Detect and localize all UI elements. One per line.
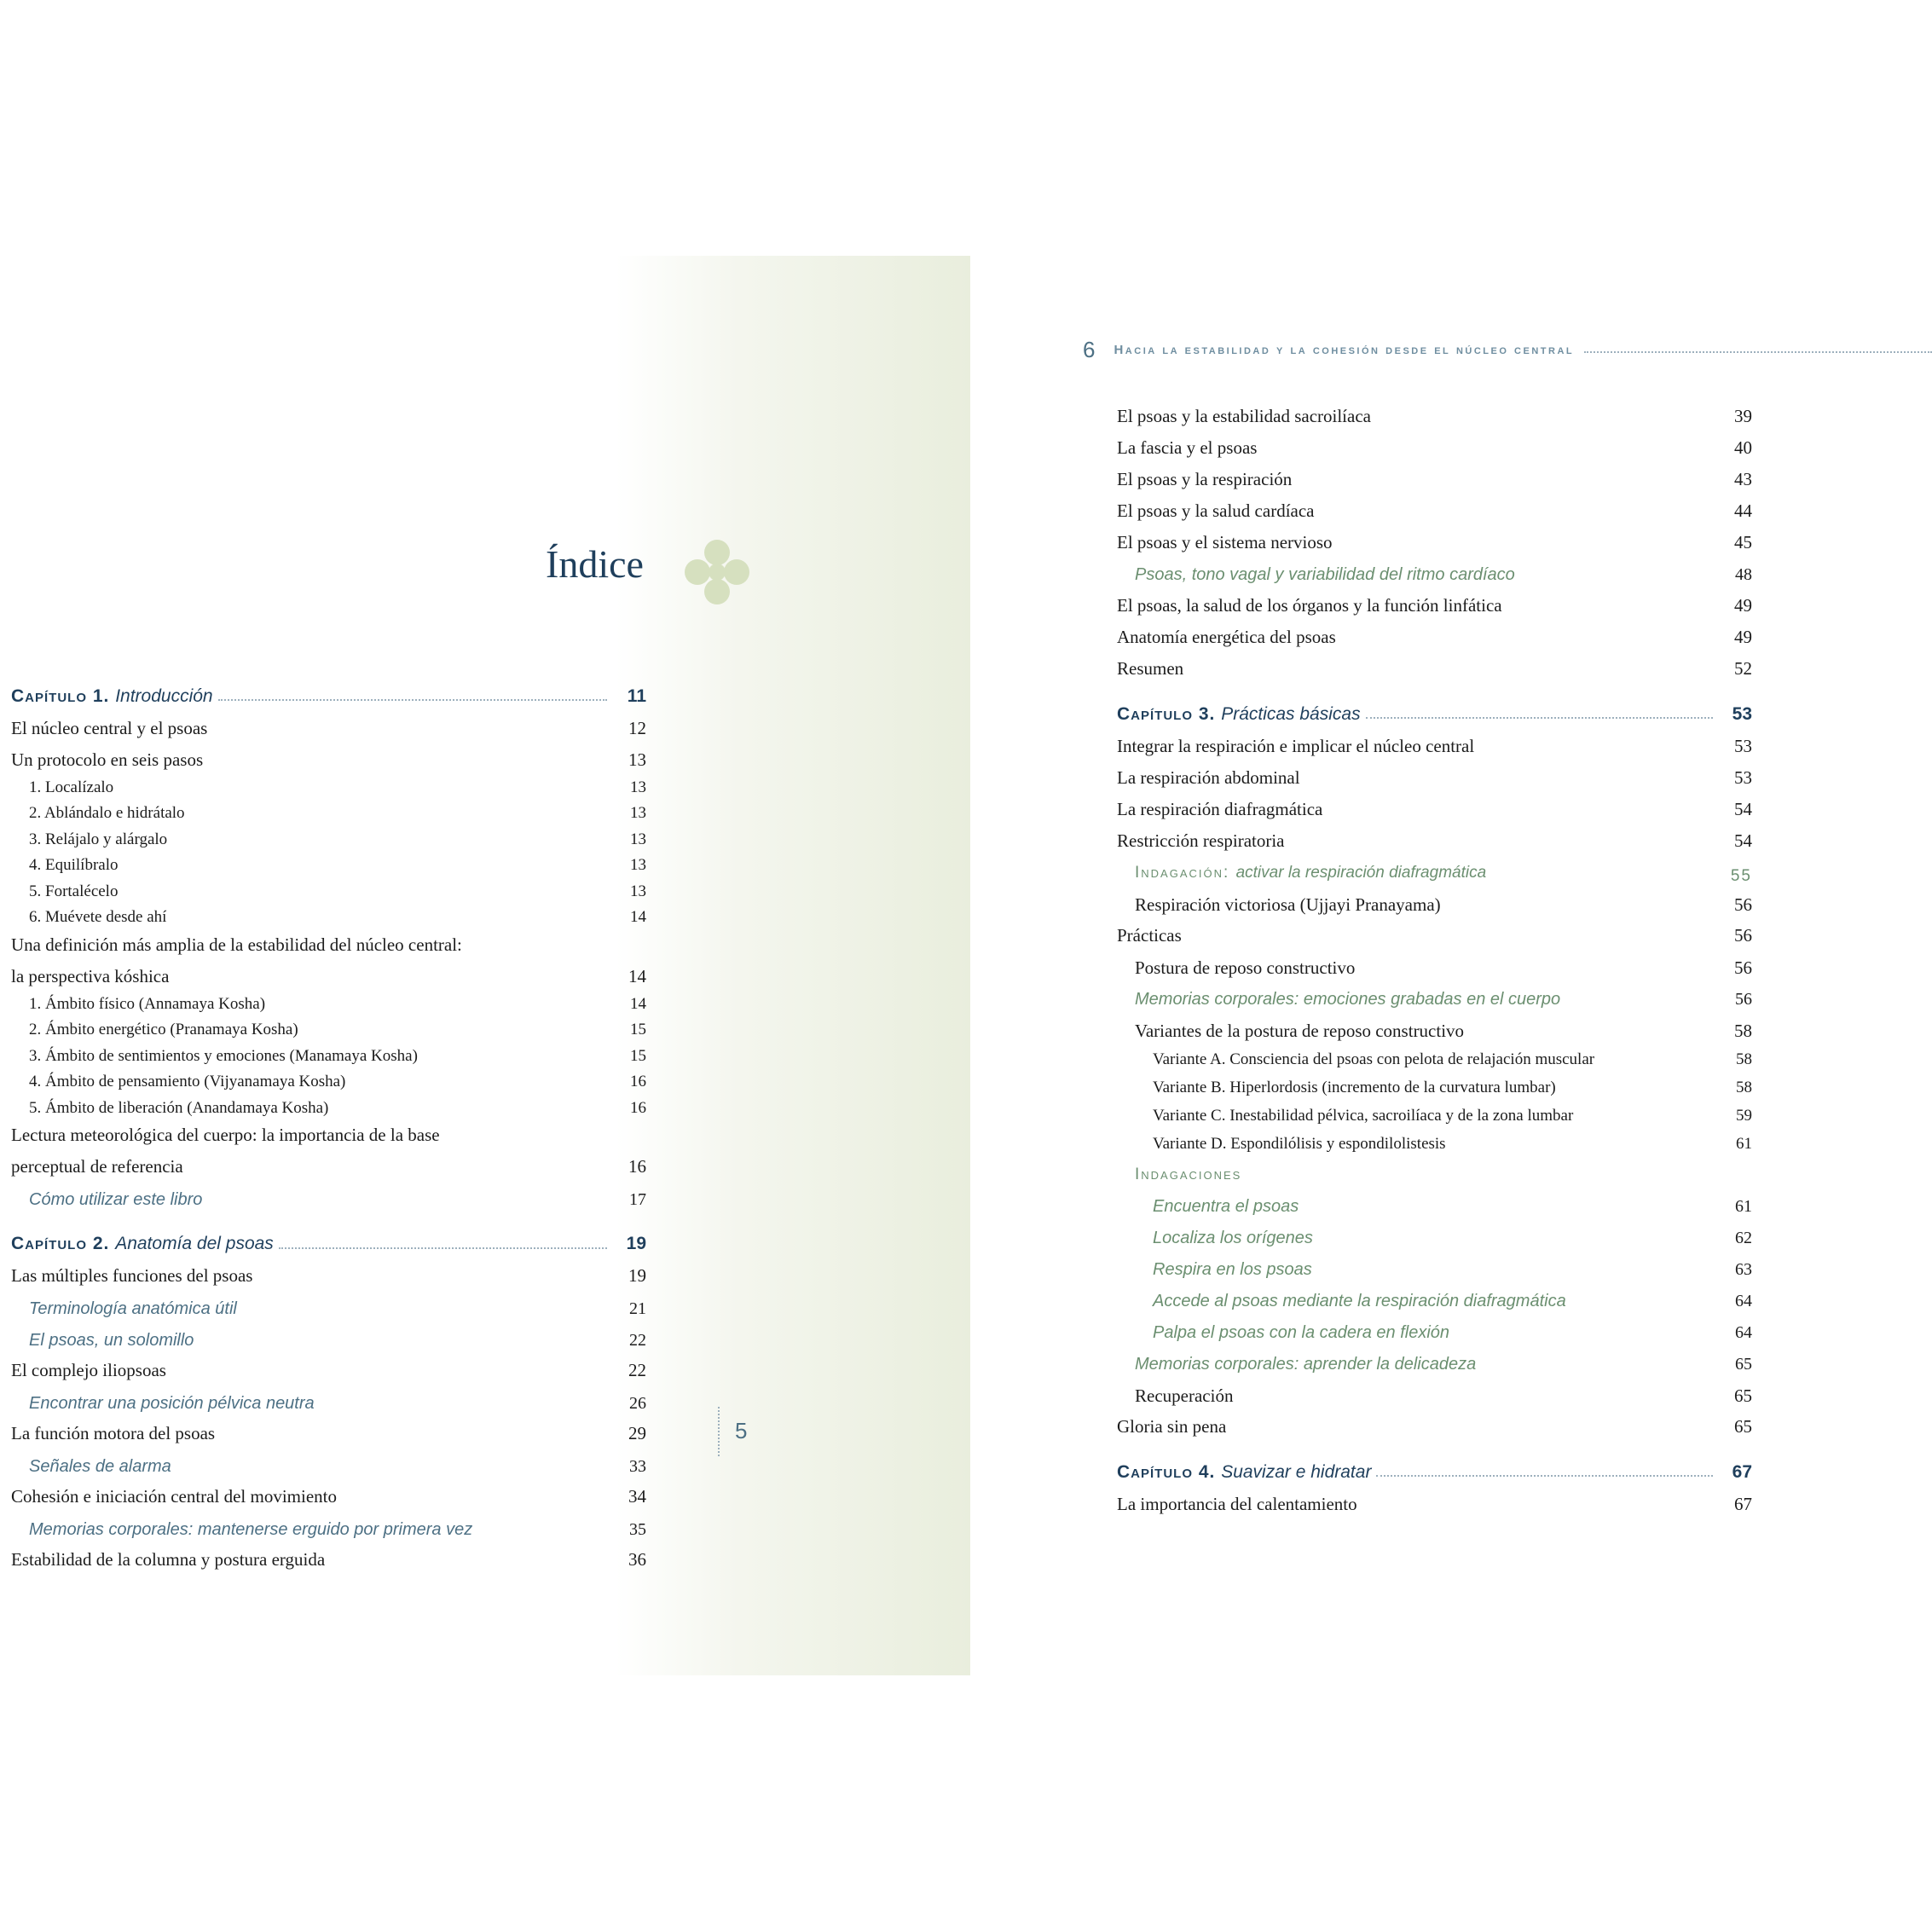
- page-gutter-shade: [616, 256, 970, 1675]
- toc-entry-label: Postura de reposo constructivo: [1135, 957, 1356, 978]
- toc-page-number: 53: [1734, 766, 1752, 788]
- toc-entry[interactable]: [11, 1182, 646, 1213]
- toc-entry[interactable]: [11, 801, 646, 827]
- toc-entry-label: 3. Ámbito de sentimientos y emociones (Manamaya Kosha): [29, 1046, 418, 1065]
- toc-page-number: 49: [1734, 626, 1752, 647]
- toc-entry[interactable]: [11, 1354, 646, 1385]
- toc-entry-label: Anatomía energética del psoas: [1117, 626, 1336, 647]
- toc-page-number: 16: [628, 1156, 646, 1177]
- page-number-right: 6: [1083, 337, 1096, 362]
- toc-label-prefix: Indagaciones: [1135, 1166, 1242, 1184]
- toc-entry[interactable]: [1117, 557, 1752, 588]
- toc-entry[interactable]: [11, 743, 646, 774]
- toc-entry-label: Lectura meteorológica del cuerpo: la importancia de la base: [11, 1125, 440, 1146]
- toc-entry[interactable]: [1117, 1044, 1752, 1073]
- toc-page-number: 54: [1734, 830, 1752, 851]
- toc-entry-label: Cómo utilizar este libro: [29, 1189, 203, 1209]
- toc-label-prefix: Capítulo 1.: [11, 685, 110, 706]
- toc-page-number: 13: [630, 778, 646, 796]
- toc-entry[interactable]: [11, 1417, 646, 1449]
- toc-page-number: 13: [630, 830, 646, 848]
- toc-page-number: 49: [1734, 594, 1752, 616]
- toc-entry-label: Memorias corporales: emociones grabadas en el cuerpo: [1135, 990, 1561, 1009]
- toc-entry[interactable]: [1117, 824, 1752, 855]
- toc-entry-label: 6. Muévete desde ahí: [29, 908, 167, 927]
- toc-page-number: 55: [1730, 867, 1752, 886]
- toc-entry-label: 3. Relájalo y alárgalo: [29, 830, 168, 848]
- toc-page-number: 26: [629, 1393, 646, 1413]
- toc-chapter-heading[interactable]: [1117, 1453, 1752, 1487]
- toc-entry[interactable]: [11, 905, 646, 931]
- table-of-contents-left: [11, 665, 646, 1575]
- toc-page-number: 13: [628, 749, 646, 770]
- toc-page-number: 13: [630, 804, 646, 823]
- toc-page-number: 35: [629, 1519, 646, 1539]
- toc-entry-label: 1. Localízalo: [29, 778, 114, 796]
- toc-entry-label: Cohesión e iniciación central del movimiento: [11, 1486, 337, 1507]
- toc-page-number: 19: [628, 1265, 646, 1287]
- toc-entry-label: Terminología anatómica útil: [29, 1299, 237, 1318]
- toc-page-number: 39: [1734, 405, 1752, 426]
- toc-page-number: 56: [1735, 990, 1752, 1009]
- toc-entry[interactable]: [1117, 1252, 1752, 1283]
- toc-page-number: 34: [628, 1486, 646, 1507]
- toc-entry-label: El complejo iliopsoas: [11, 1360, 166, 1381]
- toc-entry-label: Psoas, tono vagal y variabilidad del ritmo cardíaco: [1135, 565, 1515, 584]
- toc-entry-label: Localiza los orígenes: [1153, 1229, 1313, 1247]
- toc-label-prefix: Capítulo 4.: [1117, 1461, 1216, 1482]
- toc-entry[interactable]: [1117, 1013, 1752, 1044]
- toc-page-number: 13: [630, 882, 646, 900]
- toc-entry-label: Respiración victoriosa (Ujjayi Pranayama): [1135, 894, 1441, 915]
- toc-page-number: 15: [630, 1046, 646, 1065]
- toc-page-number: 65: [1734, 1415, 1752, 1437]
- toc-entry[interactable]: [1117, 1157, 1752, 1189]
- toc-dot-leader: [218, 699, 607, 701]
- toc-page-number: 14: [630, 908, 646, 927]
- toc-entry-label: [1117, 703, 1361, 729]
- toc-entry[interactable]: [1117, 1189, 1752, 1220]
- toc-page-number: 59: [1736, 1107, 1752, 1125]
- toc-entry[interactable]: [1117, 620, 1752, 651]
- toc-entry[interactable]: [11, 878, 646, 905]
- toc-page-number: 58: [1734, 1020, 1752, 1041]
- toc-entry-label: La respiración diafragmática: [1117, 798, 1323, 819]
- toc-entry[interactable]: [1117, 1220, 1752, 1252]
- toc-entry[interactable]: [1117, 399, 1752, 431]
- toc-page-number: 52: [1734, 657, 1752, 679]
- toc-page-number: 15: [630, 1021, 646, 1039]
- toc-entry-label: Prácticas: [1117, 924, 1182, 946]
- toc-entry[interactable]: [1117, 792, 1752, 824]
- toc-entry-label: Respira en los psoas: [1153, 1260, 1312, 1279]
- toc-entry[interactable]: [1117, 1129, 1752, 1157]
- toc-entry-label: El psoas y la estabilidad sacroilíaca: [1117, 405, 1371, 426]
- toc-entry[interactable]: [1117, 1315, 1752, 1346]
- toc-entry[interactable]: [11, 711, 646, 743]
- toc-dot-leader: [279, 1247, 607, 1249]
- toc-entry[interactable]: [11, 959, 646, 991]
- toc-entry[interactable]: [1117, 918, 1752, 950]
- toc-page-number: 44: [1734, 500, 1752, 521]
- toc-label-title: activar la respiración diafragmática: [1235, 864, 1487, 882]
- toc-page-number: 14: [630, 994, 646, 1013]
- toc-entry[interactable]: [11, 1259, 646, 1291]
- toc-entry[interactable]: [1117, 462, 1752, 494]
- toc-page-number: 40: [1734, 437, 1752, 458]
- toc-entry-label: Variante A. Consciencia del psoas con pelota de relajación muscular: [1153, 1050, 1595, 1069]
- toc-entry-label: El psoas y el sistema nervioso: [1117, 531, 1333, 552]
- toc-entry[interactable]: [1117, 1409, 1752, 1441]
- toc-entry-label: Palpa el psoas con la cadera en flexión: [1153, 1323, 1450, 1342]
- toc-chapter-heading[interactable]: [11, 1225, 646, 1259]
- toc-entry-label: [11, 685, 213, 711]
- toc-entry-label: Memorias corporales: mantenerse erguido por primera vez: [29, 1519, 473, 1539]
- toc-entry-label: Resumen: [1117, 657, 1184, 679]
- toc-entry-label: Encontrar una posición pélvica neutra: [29, 1393, 315, 1413]
- toc-entry[interactable]: [1117, 1101, 1752, 1129]
- toc-page-number: 67: [1732, 1461, 1752, 1482]
- toc-page-number: 43: [1734, 468, 1752, 489]
- toc-entry-label: 1. Ámbito físico (Annamaya Kosha): [29, 994, 266, 1013]
- toc-page-number: 17: [629, 1189, 646, 1209]
- toc-entry[interactable]: [11, 1385, 646, 1417]
- toc-entry[interactable]: [1117, 1283, 1752, 1315]
- toc-entry[interactable]: [1117, 651, 1752, 683]
- toc-entry[interactable]: [11, 774, 646, 801]
- toc-entry[interactable]: [11, 1543, 646, 1575]
- toc-entry-label: 4. Equilíbralo: [29, 856, 119, 875]
- toc-page-number: 61: [1736, 1135, 1752, 1154]
- toc-label-title: Prácticas básicas: [1221, 703, 1361, 724]
- toc-page-number: 48: [1735, 565, 1752, 584]
- toc-page-number: 64: [1735, 1292, 1752, 1310]
- toc-entry[interactable]: [11, 1512, 646, 1543]
- toc-label-title: Suavizar e hidratar: [1221, 1461, 1372, 1482]
- toc-entry-label: Memorias corporales: aprender la delicadeza: [1135, 1355, 1477, 1374]
- toc-entry-label: Un protocolo en seis pasos: [11, 749, 204, 770]
- toc-page-number: 65: [1735, 1355, 1752, 1374]
- toc-entry[interactable]: [11, 853, 646, 879]
- toc-entry[interactable]: [11, 1291, 646, 1322]
- toc-dot-leader: [1366, 717, 1713, 719]
- toc-entry[interactable]: [11, 1121, 646, 1150]
- toc-page-number: 11: [627, 685, 646, 706]
- toc-entry-label: El psoas y la salud cardíaca: [1117, 500, 1315, 521]
- toc-page-number: 58: [1736, 1079, 1752, 1097]
- table-of-contents-right: [1117, 399, 1752, 1518]
- toc-entry-label: 2. Ablándalo e hidrátalo: [29, 804, 185, 823]
- toc-entry[interactable]: [1117, 761, 1752, 792]
- toc-entry-label: Variante C. Inestabilidad pélvica, sacroilíaca y de la zona lumbar: [1153, 1107, 1574, 1125]
- toc-page-number: 19: [626, 1234, 646, 1254]
- page-number-left-text: 5: [735, 1418, 748, 1443]
- toc-entry[interactable]: [11, 1017, 646, 1044]
- toc-label-prefix: Indagación:: [1135, 864, 1230, 882]
- toc-page-number: 54: [1734, 798, 1752, 819]
- toc-page-number: 53: [1734, 735, 1752, 756]
- toc-entry-label: El psoas, la salud de los órganos y la función linfática: [1117, 594, 1502, 616]
- toc-entry[interactable]: [11, 1449, 646, 1480]
- toc-entry[interactable]: [11, 1095, 646, 1121]
- toc-entry[interactable]: [11, 1069, 646, 1096]
- toc-label-prefix: Capítulo 2.: [11, 1234, 110, 1254]
- running-head-leader: [1584, 351, 1932, 353]
- toc-entry-label: Accede al psoas mediante la respiración diafragmática: [1153, 1292, 1566, 1310]
- toc-entry-label: La función motora del psoas: [11, 1423, 216, 1444]
- toc-entry[interactable]: [1117, 981, 1752, 1013]
- right-page: [1074, 0, 1932, 1932]
- toc-entry-label: Las múltiples funciones del psoas: [11, 1265, 253, 1287]
- toc-entry-label: Recuperación: [1135, 1385, 1234, 1406]
- toc-entry-label: Gloria sin pena: [1117, 1415, 1227, 1437]
- toc-page-number: 14: [628, 965, 646, 986]
- toc-entry[interactable]: [1117, 1073, 1752, 1101]
- toc-entry[interactable]: [1117, 1378, 1752, 1409]
- running-head-title: Hacia la estabilidad y la cohesión desde el núcleo central: [1114, 343, 1575, 357]
- toc-entry-label: El psoas y la respiración: [1117, 468, 1293, 489]
- toc-entry[interactable]: [11, 930, 646, 959]
- toc-page-number: 33: [629, 1456, 646, 1476]
- toc-entry[interactable]: [1117, 588, 1752, 620]
- toc-entry[interactable]: [1117, 1346, 1752, 1378]
- flower-ornament-icon: [682, 537, 752, 607]
- page-number-left: [718, 1407, 748, 1456]
- toc-entry-label: La fascia y el psoas: [1117, 437, 1258, 458]
- toc-entry-label: [1135, 864, 1486, 887]
- toc-entry-label: Restricción respiratoria: [1117, 830, 1285, 851]
- toc-chapter-heading[interactable]: [1117, 695, 1752, 729]
- toc-entry-label: Variante B. Hiperlordosis (incremento de la curvatura lumbar): [1153, 1079, 1556, 1097]
- toc-entry[interactable]: [11, 991, 646, 1017]
- toc-page-number: 36: [628, 1549, 646, 1570]
- toc-page-number: 64: [1735, 1323, 1752, 1342]
- toc-page-number: 45: [1734, 531, 1752, 552]
- toc-page-number: 61: [1735, 1197, 1752, 1216]
- toc-entry[interactable]: [1117, 855, 1752, 887]
- toc-page-number: 22: [628, 1360, 646, 1381]
- toc-dot-leader: [1376, 1475, 1713, 1477]
- toc-page-number: 22: [629, 1330, 646, 1350]
- toc-entry[interactable]: [1117, 887, 1752, 918]
- toc-entry-label: [11, 1233, 274, 1258]
- toc-entry-label: La importancia del calentamiento: [1117, 1493, 1357, 1514]
- toc-entry-label: Variante D. Espondilólisis y espondilolistesis: [1153, 1135, 1446, 1154]
- toc-entry-label: [1117, 1461, 1371, 1487]
- toc-entry[interactable]: [1117, 1487, 1752, 1518]
- toc-entry[interactable]: [1117, 950, 1752, 981]
- toc-page-number: 67: [1734, 1493, 1752, 1514]
- toc-entry[interactable]: [11, 1322, 646, 1354]
- toc-entry[interactable]: [1117, 525, 1752, 557]
- toc-entry-label: Integrar la respiración e implicar el núcleo central: [1117, 735, 1475, 756]
- page-title: Índice: [546, 542, 644, 586]
- toc-entry-label: [1135, 1166, 1241, 1189]
- toc-page-number: 21: [629, 1299, 646, 1318]
- toc-entry-label: Estabilidad de la columna y postura erguida: [11, 1549, 326, 1570]
- toc-page-number: 13: [630, 856, 646, 875]
- toc-page-number: 29: [628, 1423, 646, 1444]
- toc-page-number: 16: [630, 1098, 646, 1117]
- toc-entry[interactable]: [1117, 431, 1752, 462]
- toc-entry-label: Encuentra el psoas: [1153, 1197, 1299, 1216]
- toc-entry-label: Variantes de la postura de reposo constructivo: [1135, 1020, 1465, 1041]
- toc-chapter-heading[interactable]: [11, 677, 646, 711]
- toc-entry[interactable]: [11, 1043, 646, 1069]
- toc-entry-label: La respiración abdominal: [1117, 766, 1300, 788]
- toc-page-number: 53: [1732, 703, 1752, 724]
- toc-label-title: Anatomía del psoas: [115, 1234, 274, 1254]
- toc-entry-label: Una definición más amplia de la estabilidad del núcleo central:: [11, 934, 462, 955]
- toc-page-number: 58: [1736, 1050, 1752, 1069]
- toc-page-number: 56: [1734, 894, 1752, 915]
- toc-entry-label: 5. Ámbito de liberación (Anandamaya Kosha): [29, 1098, 329, 1117]
- toc-page-number: 56: [1734, 957, 1752, 978]
- running-head: [1083, 337, 1932, 363]
- toc-label-title: Introducción: [115, 685, 213, 706]
- toc-entry[interactable]: [1117, 729, 1752, 761]
- toc-entry-label: 5. Fortalécelo: [29, 882, 119, 900]
- toc-entry[interactable]: [11, 1480, 646, 1512]
- toc-entry-label: perceptual de referencia: [11, 1156, 183, 1177]
- toc-page-number: 56: [1734, 924, 1752, 946]
- left-page: [0, 0, 648, 1932]
- toc-label-prefix: Capítulo 3.: [1117, 703, 1216, 724]
- toc-entry-label: la perspectiva kóshica: [11, 965, 170, 986]
- toc-entry-label: 2. Ámbito energético (Pranamaya Kosha): [29, 1021, 298, 1039]
- toc-entry-label: 4. Ámbito de pensamiento (Vijyanamaya Kosha): [29, 1073, 346, 1091]
- toc-page-number: 62: [1735, 1229, 1752, 1247]
- toc-page-number: 12: [628, 717, 646, 738]
- toc-page-number: 16: [630, 1073, 646, 1091]
- toc-page-number: 65: [1734, 1385, 1752, 1406]
- toc-entry-label: El psoas, un solomillo: [29, 1330, 194, 1350]
- toc-entry-label: Señales de alarma: [29, 1456, 171, 1476]
- toc-page-number: 63: [1735, 1260, 1752, 1279]
- toc-entry[interactable]: [1117, 494, 1752, 525]
- toc-entry-label: El núcleo central y el psoas: [11, 717, 208, 738]
- toc-entry[interactable]: [11, 826, 646, 853]
- toc-entry[interactable]: [11, 1150, 646, 1182]
